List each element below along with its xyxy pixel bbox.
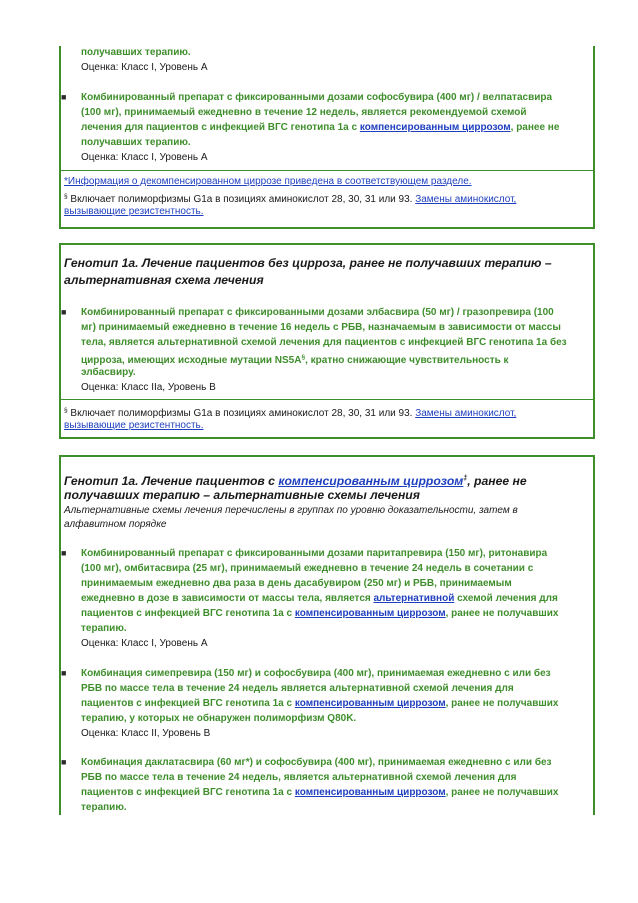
continued-text: получавших терапию.	[81, 47, 191, 58]
rating-text: Оценка: Класс I, Уровень A	[81, 62, 208, 73]
section-heading: Генотип 1а. Лечение пациентов без цирроза, ранее не получавших терапию –	[64, 256, 552, 270]
section-heading: альтернативная схема лечения	[64, 273, 264, 287]
section-subheading: алфавитном порядке	[64, 519, 167, 530]
item-text: ежедневно в дозе в зависимости от массы тела, является альтернативной схемой лечения для	[81, 593, 558, 604]
item-text: Комбинированный препарат с фиксированными дозами софосбувира (400 мг) / велпатасвира	[81, 92, 553, 103]
rating-text: Оценка: Класс IIa, Уровень B	[81, 382, 216, 393]
item-text: Комбинация симепревира (150 мг) и софосбувира (400 мг), принимаемая ежедневно с или без	[81, 668, 551, 679]
item-text: пациентов с инфекцией ВГС генотипа 1а с компенсированным циррозом, ранее не получавших	[81, 608, 559, 619]
item-text: мг) принимаемый ежедневно в течение 16 недель с РБВ, назначаемым в зависимости от массы	[81, 322, 561, 333]
compensated-cirrhosis-link[interactable]: компенсированным циррозом	[294, 608, 446, 619]
recommendation-box-2	[59, 243, 595, 439]
item-text: РБВ по массе тела в течение 24 недель, является альтернативной схемой лечения для	[81, 772, 517, 783]
footnote-text: § Включает полиморфизмы G1a в позициях аминокислот 28, 30, 31 или 93. Замены аминокислот,	[64, 407, 517, 419]
section-subheading: Альтернативные схемы лечения перечислены в группах по уровню доказательности, затем в	[64, 505, 518, 516]
item-text: терапию.	[81, 623, 127, 634]
item-text: Комбинированный препарат с фиксированными дозами паритапревира (150 мг), ритонавира	[81, 548, 548, 559]
item-text: (100 мг), принимаемый ежедневно в течение 12 недель, является рекомендуемой схемой	[81, 107, 527, 118]
item-text: принимаемым ежедневно два раза в день дасабувиром (250 мг) и РБВ, принимаемым	[81, 578, 512, 589]
footnote-text: § Включает полиморфизмы G1a в позициях аминокислот 28, 30, 31 или 93. Замены аминокислот,	[64, 193, 517, 205]
bullet-icon: ■	[61, 548, 67, 558]
decompensated-cirrhosis-link[interactable]: *Информация о декомпенсированном циррозе приведена в соответствующем разделе.	[64, 176, 472, 187]
item-text: тела, является альтернативной схемой лечения для пациентов с инфекцией ВГС генотипа 1а без	[81, 337, 567, 348]
recommendation-box-1	[59, 46, 595, 229]
item-text: получавших терапию.	[81, 137, 191, 148]
item-text: терапию, у которых не обнаружен полиморфизм Q80K.	[81, 713, 357, 724]
bullet-icon: ■	[61, 307, 67, 317]
recommendation-box-3	[59, 455, 595, 815]
compensated-cirrhosis-link[interactable]: компенсированным циррозом	[359, 122, 511, 133]
rating-text: Оценка: Класс I, Уровень A	[81, 152, 208, 163]
item-text: элбасвиру.	[81, 367, 136, 378]
item-text: (100 мг), омбитасвира (25 мг), принимаемый ежедневно в течение 24 недель в сочетании с	[81, 563, 534, 574]
section-heading: получавших терапию – альтернативные схемы лечения	[64, 488, 420, 502]
rating-text: Оценка: Класс II, Уровень B	[81, 728, 211, 739]
divider	[61, 170, 593, 171]
alternative-link[interactable]: альтернативной	[373, 593, 455, 604]
bullet-icon: ■	[61, 668, 67, 678]
item-text: пациентов с инфекцией ВГС генотипа 1а с компенсированным циррозом, ранее не получавших	[81, 698, 559, 709]
resistance-substitutions-link[interactable]: Замены аминокислот,	[415, 194, 517, 205]
bullet-icon: ■	[61, 92, 67, 102]
compensated-cirrhosis-link[interactable]: компенсированным циррозом	[294, 787, 446, 798]
rating-text: Оценка: Класс I, Уровень A	[81, 638, 208, 649]
compensated-cirrhosis-link[interactable]: компенсированным циррозом	[294, 698, 446, 709]
item-text: терапию.	[81, 802, 127, 813]
item-text: цирроза, имеющих исходные мутации NS5A§, кратно снижающие чувствительность к	[81, 354, 509, 366]
item-text: лечения для пациентов с инфекцией ВГС генотипа 1а с компенсированным циррозом, ранее не	[81, 122, 560, 133]
bullet-icon: ■	[61, 757, 67, 767]
item-text: Комбинированный препарат с фиксированными дозами элбасвира (50 мг) / гразопревира (100	[81, 307, 554, 318]
item-text: пациентов с инфекцией ВГС генотипа 1а с компенсированным циррозом, ранее не получавших	[81, 787, 559, 798]
item-text: РБВ по массе тела в течение 24 недель является альтернативной схемой лечения для	[81, 683, 514, 694]
resistance-substitutions-link[interactable]: Замены аминокислот,	[415, 408, 517, 419]
resistance-substitutions-link[interactable]: вызывающие резистентность.	[64, 420, 204, 431]
resistance-substitutions-link[interactable]: вызывающие резистентность.	[64, 206, 204, 217]
compensated-cirrhosis-link[interactable]: компенсированным циррозом	[278, 474, 464, 488]
item-text: Комбинация даклатасвира (60 мг*) и софосбувира (400 мг), принимаемая ежедневно с или без	[81, 757, 552, 768]
section-heading: Генотип 1а. Лечение пациентов с компенсированным циррозом‡, ранее не	[64, 474, 527, 488]
divider	[61, 399, 593, 400]
